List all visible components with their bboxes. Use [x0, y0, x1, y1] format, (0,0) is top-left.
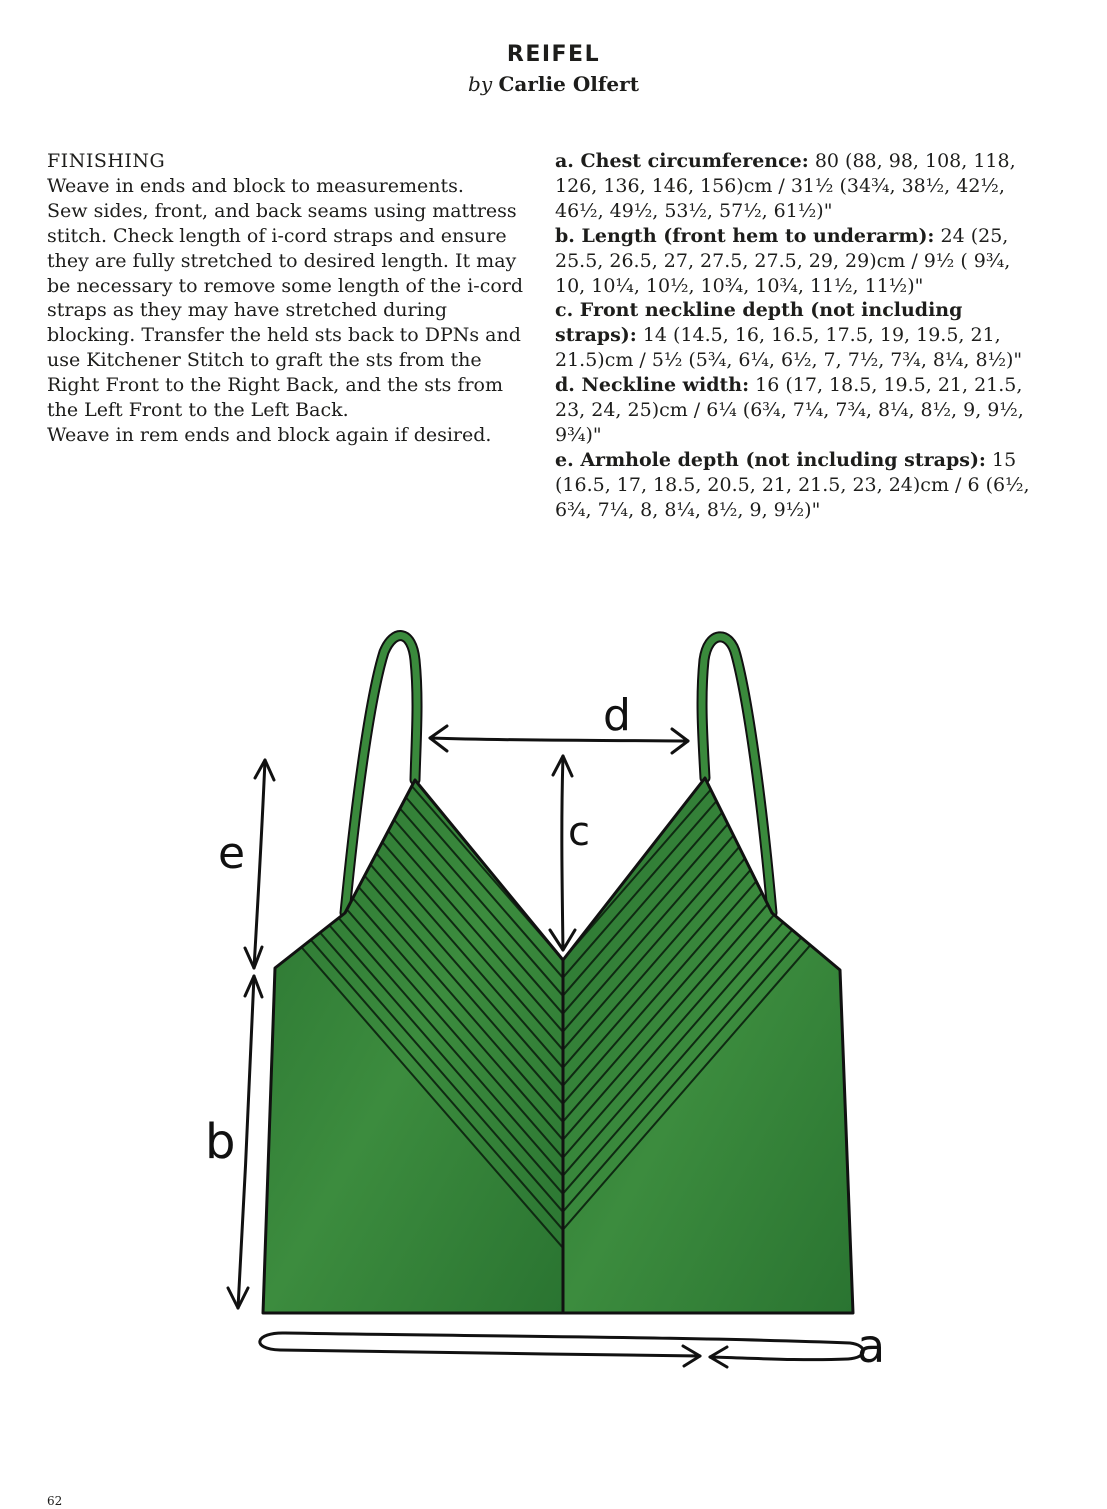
stitch-line [556, 186, 860, 536]
stitch-line [556, 24, 860, 374]
stitch-line [556, 204, 860, 554]
designer-name: Carlie Olfert [498, 72, 639, 96]
stitch-line [250, 0, 570, 212]
stitch-line [250, 0, 570, 338]
stitch-line [250, 150, 570, 518]
stitch-line [556, 240, 860, 590]
stitch-line [250, 294, 570, 662]
stitch-line [556, 258, 860, 608]
stitch-line [556, 222, 860, 572]
stitch-line [556, 0, 860, 104]
stitch-line [556, 0, 860, 284]
stitch-line [556, 0, 860, 212]
stitch-line [556, 0, 860, 248]
stitch-line [250, 204, 570, 572]
stitch-line [556, 0, 860, 230]
stitch-line [250, 312, 570, 680]
measurement-label: c. Front neckline depth (not including straps): [555, 299, 963, 347]
stitch-line [556, 132, 860, 482]
stitch-line [250, 60, 570, 428]
stitch-line [250, 402, 570, 770]
stitch-line [250, 186, 570, 554]
stitch-line [250, 438, 570, 806]
stitch-line [556, 0, 860, 86]
stitch-line [250, 0, 570, 104]
stitch-line [556, 294, 860, 644]
neckline-width-arrow [430, 726, 688, 753]
stitch-line [556, 0, 860, 302]
stitch-line [250, 0, 570, 122]
finishing-heading: FINISHING [47, 150, 166, 172]
label-d: d [603, 690, 631, 741]
measurement-value: 16 (17, 18.5, 19.5, 21, 21.5, 23, 24, 25)cm / 6¼ (6¾, 7¼, 7¾, 8¼, 8½, 9, 9½, 9¾)" [555, 374, 1024, 446]
stitch-line [250, 0, 570, 302]
stitch-line [556, 96, 860, 446]
stitch-line [250, 0, 570, 140]
stitch-line [556, 168, 860, 518]
stitch-line [250, 114, 570, 482]
stitch-line [250, 0, 570, 194]
stitch-line [556, 42, 860, 392]
stitch-line [556, 6, 860, 356]
label-c: c [568, 809, 590, 855]
stitch-line [250, 42, 570, 410]
stitch-line [556, 0, 860, 140]
measurement-label: b. Length (front hem to underarm): [555, 224, 935, 247]
label-b: b [205, 1114, 236, 1170]
stitch-line [250, 366, 570, 734]
measurement-label: e. Armhole depth (not including straps): [555, 448, 986, 471]
finishing-paragraph: Weave in ends and block to measurements. [47, 174, 464, 197]
stitch-line [250, 0, 570, 266]
stitch-line [556, 312, 860, 662]
stitch-line [250, 78, 570, 446]
finishing-paragraph: Sew sides, front, and back seams using mattress stitch. Check length of i-cord straps and ensure they are fully stretched to desired length. It may be necessary to remove some length of the i-cord straps as they may have stretched during blocking. Transfer the held sts back to DPNs and use Kitchener Stitch to graft the sts from the Right Front to the Right Back, and the sts from the Left Front to the Left Back. [47, 199, 524, 422]
stitch-line [556, 330, 860, 680]
page-number: 62 [47, 1494, 63, 1508]
stitch-line [250, 0, 570, 176]
stitch-line [250, 0, 570, 320]
label-e: e [218, 828, 246, 879]
stitch-line [250, 0, 570, 86]
stitch-line [556, 0, 860, 320]
stitch-line [250, 420, 570, 788]
stitch-line [250, 0, 570, 158]
stitch-line [556, 0, 860, 176]
byline-by: by [468, 72, 493, 96]
stitch-line [556, 276, 860, 626]
stitch-line [556, 0, 860, 194]
stitch-line [250, 0, 570, 248]
stitch-line [556, 60, 860, 410]
stitch-line [556, 0, 860, 50]
stitch-line [556, 150, 860, 500]
stitch-line [556, 420, 860, 770]
stitch-line [556, 0, 860, 122]
stitch-line [250, 0, 570, 356]
measurement-value: 15 (16.5, 17, 18.5, 20.5, 21, 21.5, 23, 24)cm / 6 (6½, 6¾, 7¼, 8, 8¼, 8½, 9, 9½)" [555, 448, 1030, 521]
stitch-line [250, 6, 570, 374]
stitch-line [556, 0, 860, 158]
measurement-label: a. Chest circumference: [555, 150, 809, 172]
stitch-line [556, 0, 860, 266]
measurement-label: d. Neckline width: [555, 374, 750, 397]
stitch-line [556, 0, 860, 338]
stitch-line [250, 276, 570, 644]
stitch-line [556, 0, 860, 68]
stitch-line [250, 96, 570, 464]
stitch-line [250, 0, 570, 284]
stitch-line [556, 78, 860, 428]
stitch-line [556, 402, 860, 752]
stitch-line [250, 168, 570, 536]
stitch-line [250, 258, 570, 626]
chest-circumference-arrow [260, 1333, 863, 1367]
stitch-line [250, 384, 570, 752]
finishing-paragraph: Weave in rem ends and block again if desired. [47, 423, 492, 446]
pattern-title: REIFEL [506, 42, 601, 67]
measurement-value: 14 (14.5, 16, 16.5, 17.5, 19, 19.5, 21, 21.5)cm / 5½ (5¾, 6¼, 6½, 7, 7½, 7¾, 8¼, 8½)" [555, 324, 1023, 372]
armhole-depth-arrow [245, 760, 274, 968]
stitch-line [250, 24, 570, 392]
stitch-line [250, 0, 570, 68]
label-a: a [857, 1319, 886, 1373]
stitch-line [556, 114, 860, 464]
stitch-line [250, 240, 570, 608]
measurement-value: 80 (88, 98, 108, 118, 126, 136, 146, 156)cm / 31½ (34¾, 38½, 42½, 46½, 49½, 53½, 57½, 61½)" [555, 150, 1016, 222]
measurement-value: 24 (25, 25.5, 26.5, 27, 27.5, 27.5, 29, 29)cm / 9½ ( 9¾, 10, 10¼, 10½, 10¾, 10¾, 11½, 11½)" [555, 224, 1011, 297]
stitch-line [250, 0, 570, 230]
stitch-line [250, 132, 570, 500]
stitch-line [250, 222, 570, 590]
